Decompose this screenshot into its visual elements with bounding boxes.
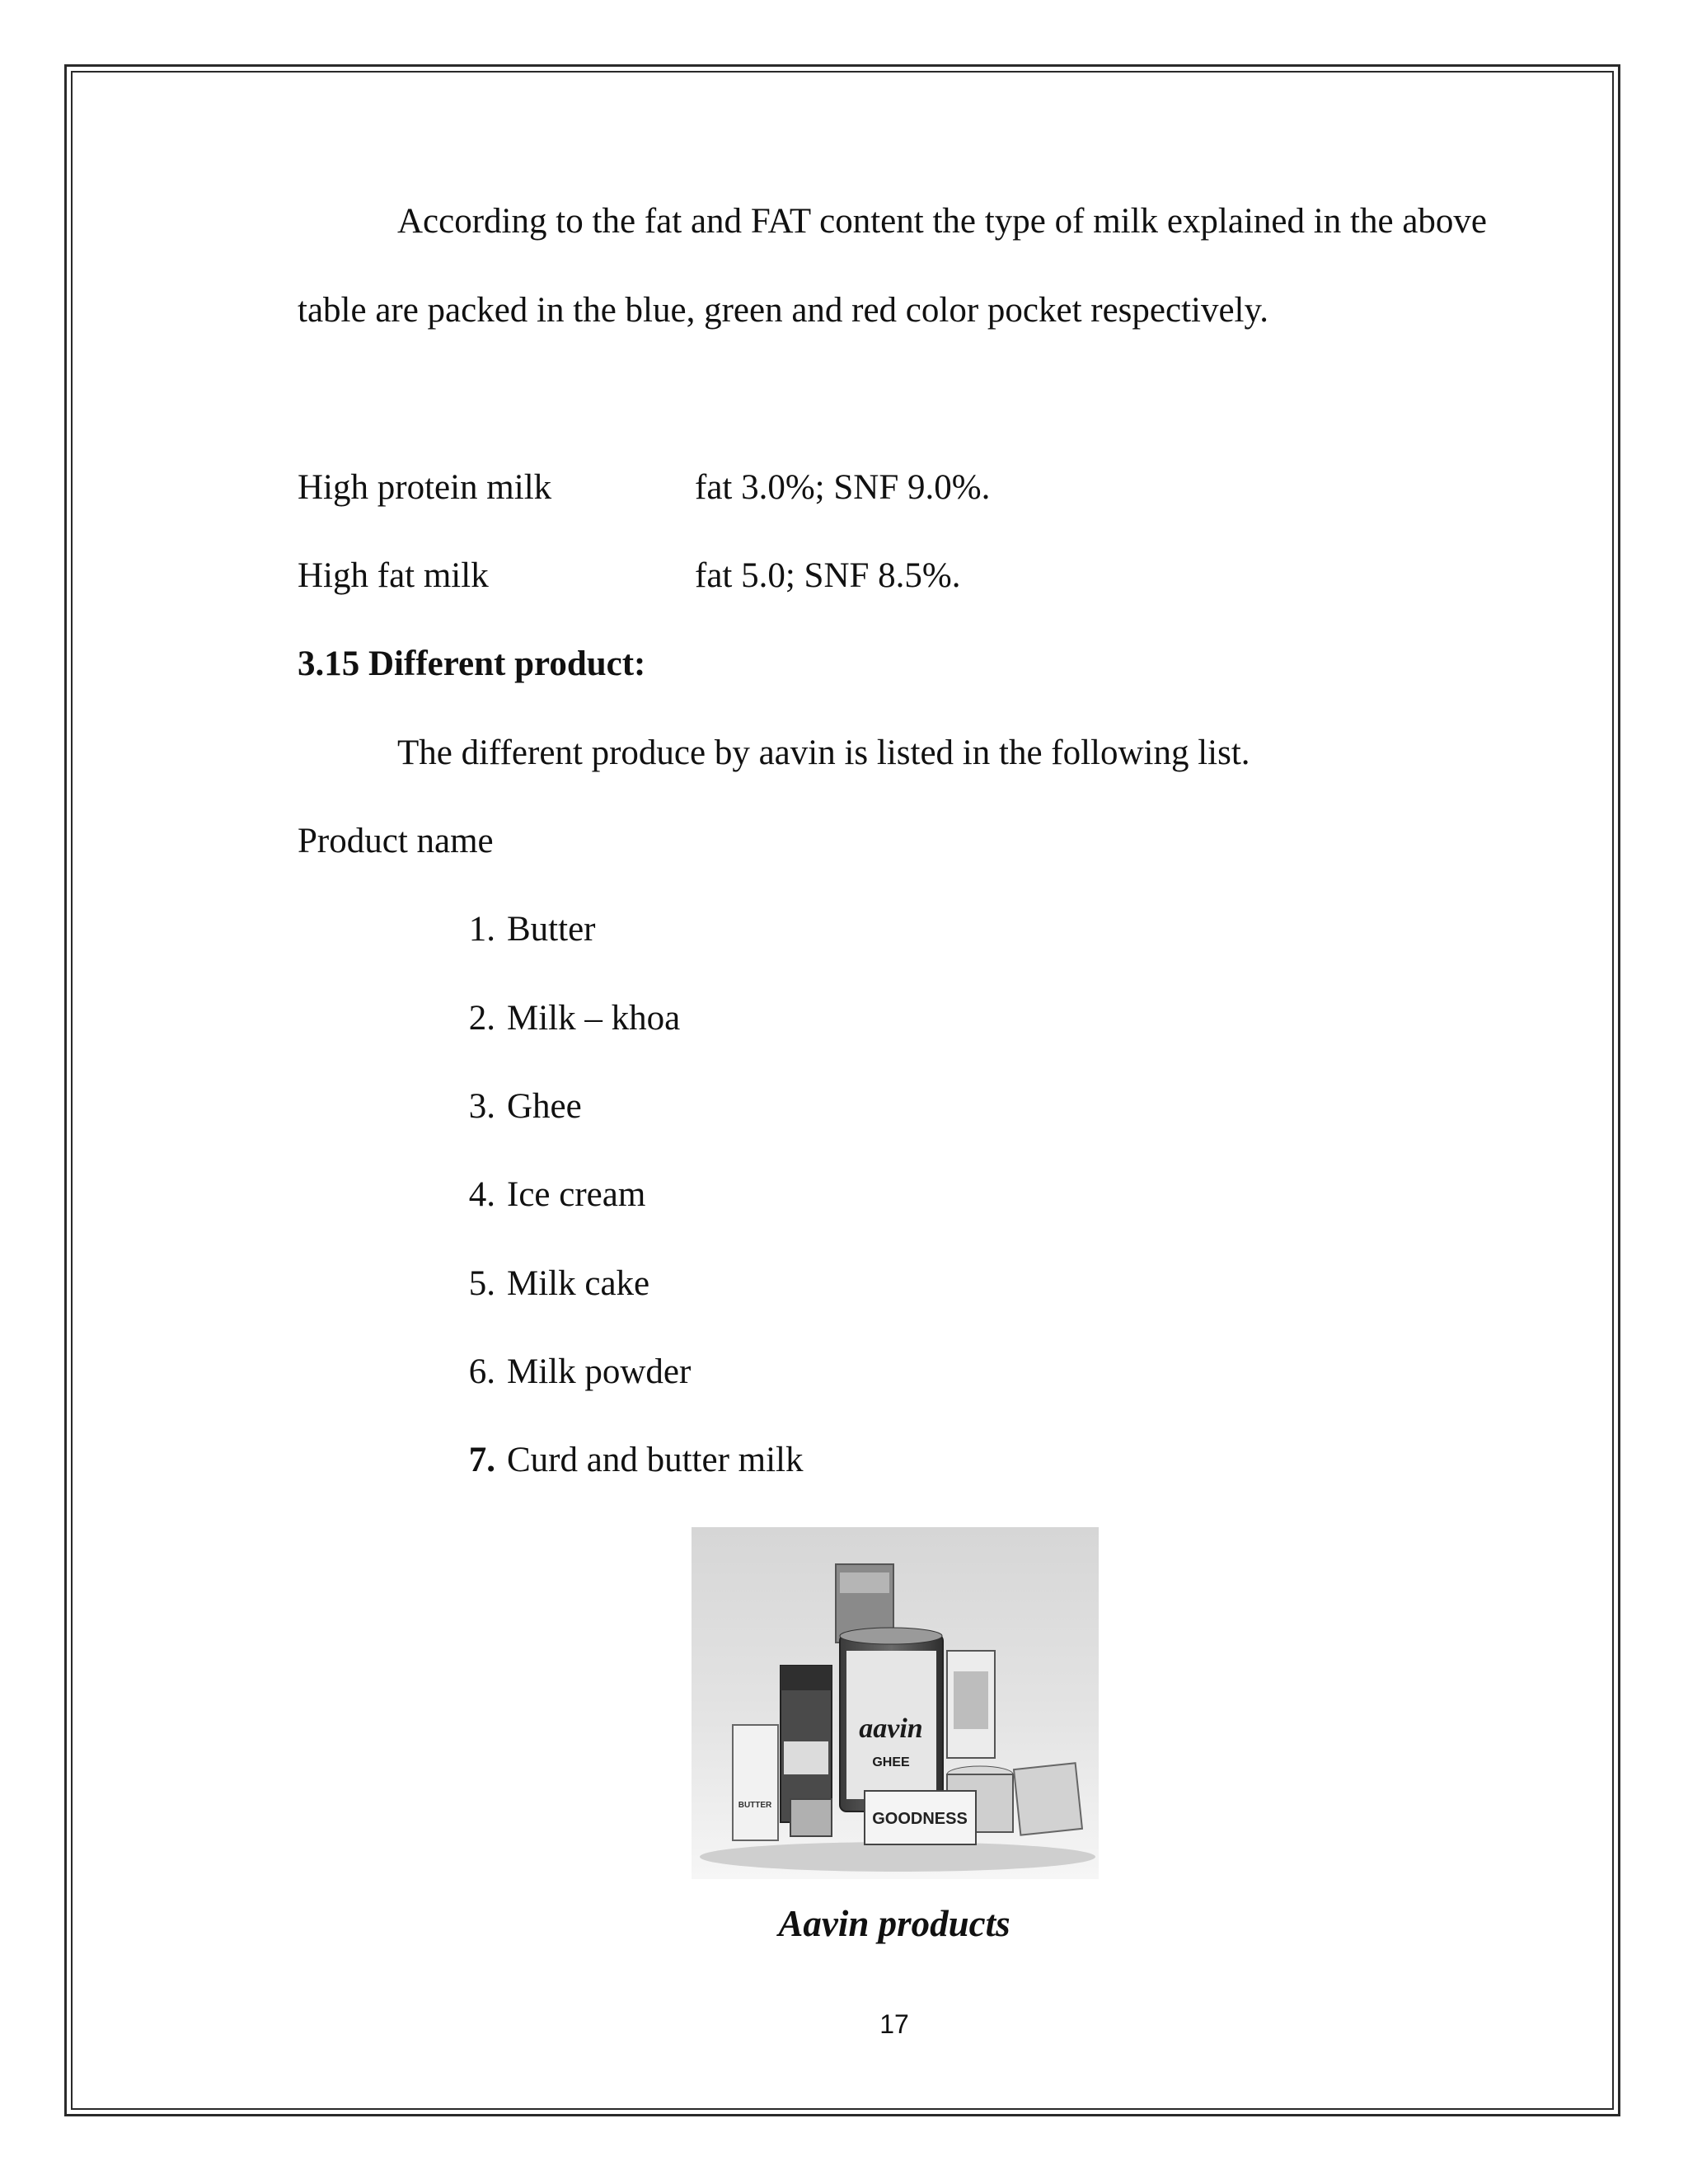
list-text: Ice cream [507, 1175, 646, 1214]
list-item [446, 1240, 649, 1329]
list-text: Milk powder [507, 1352, 692, 1391]
section-intro: The different produce by aavin is listed in the following list. [397, 733, 1250, 772]
list-item [446, 1151, 645, 1240]
spec-row-high-fat [298, 532, 1487, 621]
box-banner-label: GOODNESS [872, 1810, 968, 1828]
list-number: 6. [468, 1352, 495, 1391]
aavin-products-photo [692, 1527, 1099, 1879]
list-text: Curd and butter milk [507, 1441, 804, 1479]
list-number: 4. [468, 1175, 495, 1214]
list-item [446, 1416, 803, 1505]
list-text: Butter [507, 910, 596, 949]
spec-value: fat 3.0%; SNF 9.0%. [695, 468, 991, 507]
packet-label: BUTTER [738, 1801, 772, 1810]
list-number: 7. [468, 1441, 495, 1479]
body-paragraph: According to the fat and FAT content the type of milk explained in the above table are packed in the blue, green and red color pocket respectively. [298, 202, 1487, 330]
figure-caption: Aavin products [778, 1903, 1010, 1944]
list-item [446, 1062, 582, 1151]
list-number: 2. [468, 999, 495, 1038]
list-item [446, 1328, 691, 1417]
tin-product-label: GHEE [872, 1755, 910, 1769]
list-item [446, 974, 680, 1063]
section-heading: 3.15 Different product: [298, 644, 646, 683]
list-number: 3. [468, 1087, 495, 1126]
spec-name: High protein milk [298, 468, 552, 507]
spec-name: High fat milk [298, 556, 489, 595]
list-text: Milk cake [507, 1264, 650, 1303]
product-illustration [692, 1527, 1099, 1879]
list-item [446, 885, 595, 974]
list-number: 5. [468, 1264, 495, 1303]
spec-value: fat 5.0; SNF 8.5%. [695, 556, 961, 595]
list-label: Product name [298, 822, 494, 860]
list-number: 1. [468, 910, 495, 949]
list-text: Ghee [507, 1087, 582, 1126]
spec-row-high-protein [298, 443, 1487, 532]
tin-brand-label: aavin [859, 1713, 923, 1744]
list-text: Milk – khoa [507, 999, 681, 1038]
page-number: 17 [879, 2009, 909, 2039]
